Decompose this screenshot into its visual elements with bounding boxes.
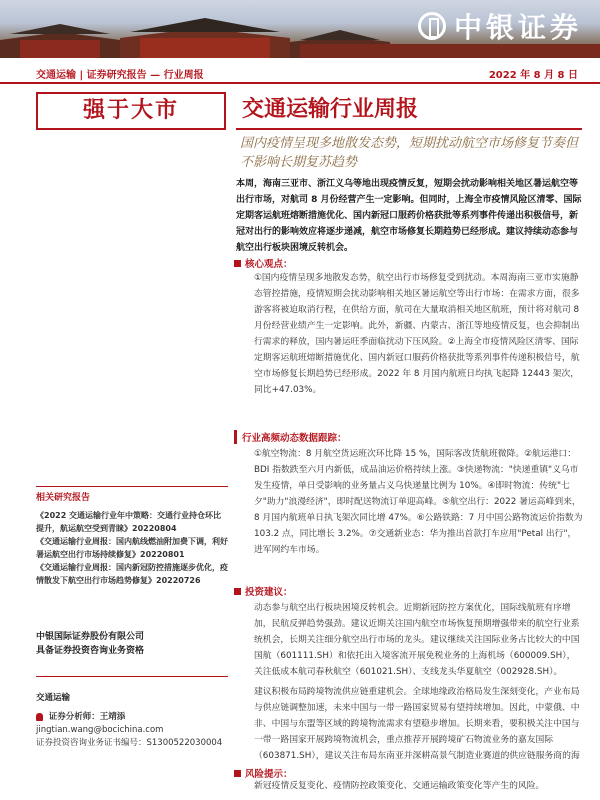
hot-data-heading-label: 行业高频动态数据跟踪： — [242, 433, 347, 444]
core-paragraph: ①国内疫情呈现多地散发态势，航空出行市场修复受到扰动。本周海南三亚市实施静态管控措施，疫情短期会扰动影响相关地区暑运航空等出行市场：在需求方面，很多游客将被迫取消行程，在供给方面，航司在大量取消相关地区航班，预计将对航司 8 月份经营业绩产生一定影响。此外，新疆、内蒙古、浙江等地疫情反复，也会抑制出行需求的释放，国内暑运旺季面临扰动下压风险。②上海全市疫情风险区清零、国际定期客运航班熔断措施优化、国内新冠口服药价格获批等系列事件传递积极信号，航空市场修复长期趋势已经形成。2022 年 8 月国内航班日均执飞起降 12443 架次，同比+47.03%。 — [254, 273, 580, 395]
boc-logo-icon — [418, 12, 446, 40]
report-subtitle: 国内疫情呈现多地散发态势，短期扰动航空市场修复节奏但不影响长期复苏趋势 — [240, 136, 579, 170]
analyst-email[interactable]: jingtian.wang@bocichina.com — [36, 725, 164, 735]
report-date: 2022 年 8 月 8 日 — [488, 70, 578, 81]
analyst-name: 证券分析师：王靖添 — [48, 712, 126, 722]
core-heading-label: 核心观点： — [245, 259, 293, 270]
report-title: 交通运输行业周报 — [242, 97, 419, 122]
rating-badge: 强于大市 — [36, 92, 226, 130]
company-name: 中银国际证券股份有限公司 — [36, 632, 145, 642]
related-report-item[interactable]: 《2022 交通运输行业年中策略：交通行业持仓环比提升，航运航空受到青睐》20220804 — [36, 511, 222, 533]
brand — [418, 6, 582, 46]
hot-data-paragraph: ①航空物流：8 月航空货运班次环比降 15 %，国际客改货航班微降。②航运港口：BDI 指数跌至六月内新低，成品油运价格持续上涨。③快递物流："快递重镇"义乌市发生疫情，单日受影响的业务量占义乌快递量比例为 10%。④即时物流：传统"七夕"助力"浪漫经济"，即时配送物流订单迎高峰。⑤航空出行：2022 暑运高峰到来，8 月国内航班单日执飞架次同比增 47%。⑥公路铁路：7 月中国公路物流运价指数为 103.2 点，同比增长 3.2%。⑦交通新业态：华为推出首款打车应用"Petal 出行"，进军网约车市场。 — [254, 449, 583, 555]
brand-name: 中银证券 — [453, 11, 582, 44]
related-report-item[interactable]: 《交通运输行业周报：国内新冠防控措施逐步优化，疫情散发下航空出行市场趋势修复》20220726 — [36, 563, 228, 585]
related-reports — [36, 490, 228, 587]
sidebar-divider — [36, 486, 228, 487]
analyst-cert: 证券投资咨询业务证书编号：S1300522030004 — [36, 738, 223, 748]
company-info — [36, 630, 228, 658]
analyst-icon — [36, 713, 43, 721]
invest-heading-label: 投资建议： — [245, 587, 293, 598]
invest-heading — [234, 584, 293, 598]
summary-paragraph: 本周，海南三亚市、浙江义乌等地出现疫情反复，短期会扰动影响相关地区暑运航空等出行市场，对航司 8 月份经营产生一定影响。但同时，上海全市疫情风险区清零、国际定期客运航班熔断措施优化、国内新冠口服药价格获批等系列事件传递出积极信号，新冠对出行的影响效应将逐步递减，航空市场修复长期趋势已经形成。建议持续动态参与航空出行板块困境反转机会。 — [236, 179, 582, 253]
header-banner — [0, 0, 600, 58]
square-bullet-icon — [234, 588, 241, 595]
title-divider — [236, 128, 582, 130]
report-category: 交通运输 | 证券研究报告 — 行业周报 — [36, 70, 204, 81]
related-report-item[interactable]: 《交通运输行业周报：国内航线燃油附加费下调，利好暑运航空出行市场持续修复》20220801 — [36, 537, 228, 559]
related-heading: 相关研究报告 — [36, 493, 91, 503]
square-bullet-icon — [234, 260, 241, 267]
risk-heading-label: 风险提示： — [245, 769, 293, 780]
square-bullet-icon — [234, 770, 241, 777]
hot-data-heading — [234, 430, 347, 444]
core-heading — [234, 256, 293, 270]
risk-paragraph: 新冠疫情反复变化、疫情防控政策变化、交通运输政策变化等产生的风险。 — [254, 781, 545, 791]
invest-paragraph-2: 建议积极布局跨境物流供应链重建机会。全球地缘政治格局发生深刻变化，产业布局与供应链调整加速，未来中国与一带一路国家贸易有望持续增加。因此，中蒙俄、中非、中国与东盟等区域的跨境物流需求有望稳步增加。长期来看，要积极关注中国与一带一路国家开展跨境物流机会，重点推荐开展跨境矿石物流业务的嘉友国际（603871.SH），建议关注布局东南亚并深耕高景气制造业赛道的供应链服务商的海 — [254, 687, 580, 761]
invest-paragraph-1: 动态参与航空出行板块困境反转机会。近期新冠防控方案优化，国际线航班有序增加，民航反弹趋势强劲。建议近期关注国内航空市场恢复预期增强带来的航空行业系统机会，长期关注细分航空出行市场的龙头。建议继续关注国际业务占比较大的中国国航（601111.SH）和依托出入境客流开展免税业务的上海机场（600009.SH），关注低成本航司春秋航空（601021.SH）、支线龙头华夏航空（002928.SH）。 — [254, 603, 580, 677]
company-qualification: 具备证券投资咨询业务资格 — [36, 646, 145, 656]
analyst-info — [36, 692, 228, 750]
meta-row — [0, 58, 600, 84]
analyst-sector: 交通运输 — [36, 693, 71, 703]
sidebar-divider — [36, 676, 228, 677]
